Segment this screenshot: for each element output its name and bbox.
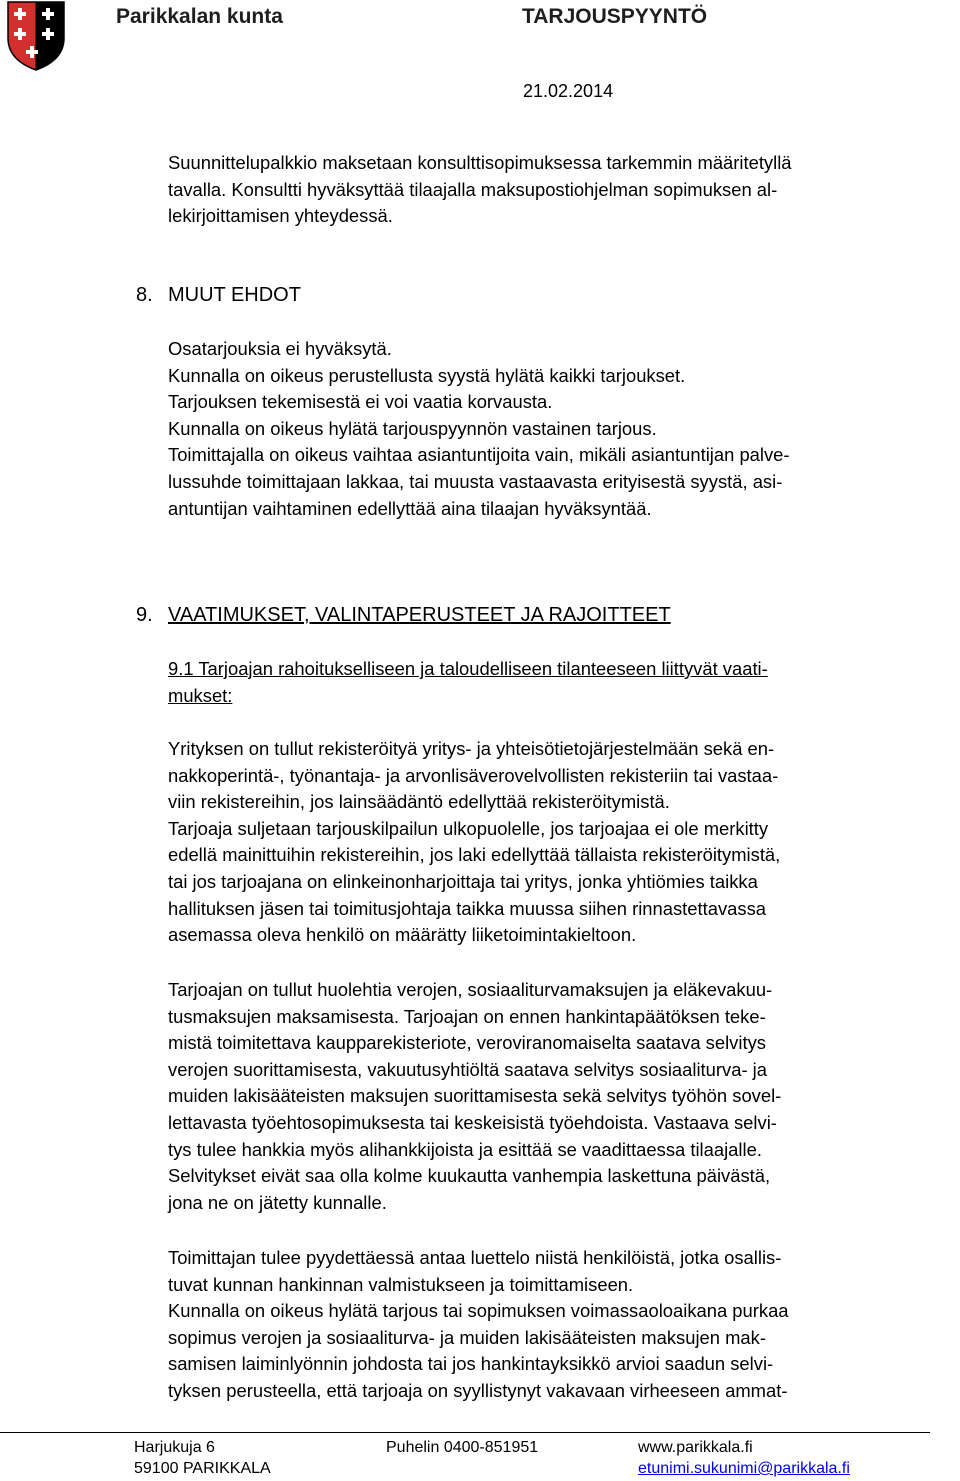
section-9-paragraph-1	[168, 736, 960, 949]
text-line: tyksen perusteella, että tarjoaja on syyllistynyt vakavaan virheeseen ammat-	[168, 1379, 788, 1401]
text-line: Tarjoajan on tullut huolehtia verojen, sosiaaliturvamaksujen ja eläkevakuu-	[168, 979, 773, 1000]
organization-name: Parikkalan kunta	[116, 5, 283, 28]
section-9-paragraph-2	[168, 977, 960, 1216]
text-line: Suunnittelupalkkio maksetaan konsulttisopimuksessa tarkemmin määritetyllä	[168, 152, 792, 173]
text-line: lekirjoittamisen yhteydessä.	[168, 205, 393, 227]
document-type: TARJOUSPYYNTÖ	[522, 5, 708, 28]
text-line: tuvat kunnan hankinnan valmistukseen ja toimittamiseen.	[168, 1273, 634, 1295]
text-line: Osatarjouksia ei hyväksytä.	[168, 338, 392, 359]
footer-contact	[638, 1437, 850, 1479]
text-line: tys tulee hankkia myös alihankkijoista ja esittää se vaadittaessa tilaajalle.	[168, 1138, 762, 1160]
text-line: Tarjouksen tekemisestä ei voi vaatia korvausta.	[168, 391, 553, 413]
text-line: lettavasta työehtosopimuksesta tai keskeisistä työehdoista. Vastaava selvi-	[168, 1111, 777, 1133]
footer-phone: Puhelin 0400-851951	[386, 1439, 539, 1456]
text-line: nakkoperintä-, työnantaja- ja arvonlisäverovelvollisten rekisteriin tai vastaa-	[168, 764, 779, 786]
text-line: lussuhde toimittajaan lakkaa, tai muusta vastaavasta erityisestä syystä, asi-	[168, 470, 783, 492]
text-line: Kunnalla on oikeus perustellusta syystä hylätä kaikki tarjoukset.	[168, 364, 686, 386]
text-line: sopimus verojen ja sosiaaliturva- ja muiden lakisääteisten maksujen mak-	[168, 1326, 766, 1348]
text-line: tusmaksujen maksamisesta. Tarjoajan on ennen hankintapäätöksen teke-	[168, 1005, 766, 1027]
footer-address	[134, 1437, 271, 1479]
text-line: asemassa oleva henkilö on määrätty liiketoimintakieltoon.	[168, 924, 637, 946]
text-line: Tarjoaja suljetaan tarjouskilpailun ulkopuolelle, jos tarjoajaa ei ole merkitty	[168, 817, 769, 839]
section-8-heading	[136, 282, 301, 308]
text-line: Toimittajan tulee pyydettäessä antaa luettelo niistä henkilöistä, jotka osallis-	[168, 1247, 782, 1268]
text-line: viin rekistereihin, jos lainsäädäntö edellyttää rekisteröitymistä.	[168, 791, 670, 813]
text-line: Toimittajalla on oikeus vaihtaa asiantuntijoita vain, mikäli asiantuntijan palve-	[168, 444, 790, 466]
text-line: muiden lakisääteisten maksujen suorittamisesta sekä selvitys työhön sovel-	[168, 1085, 782, 1107]
section-9-heading	[136, 602, 671, 628]
text-line: samisen laiminlyönnin johdosta tai jos hankintayksikkö arvioi saadun selvi-	[168, 1353, 774, 1375]
address-postal: 59100 PARIKKALA	[134, 1460, 271, 1477]
document-date: 21.02.2014	[523, 81, 614, 101]
text-line: antuntijan vaihtaminen edellyttää aina tilaajan hyväksyntää.	[168, 497, 652, 519]
municipality-crest-logo	[0, 0, 72, 72]
website-link[interactable]: www.parikkala.fi	[638, 1439, 753, 1456]
email-link[interactable]: etunimi.sukunimi@parikkala.fi	[638, 1460, 850, 1477]
text-line: edellä mainittuihin rekistereihin, jos laki edellyttää tällaista rekisteröitymistä,	[168, 844, 781, 866]
section-number: 8.	[136, 284, 153, 306]
text-line: 9.1 Tarjoajan rahoitukselliseen ja taloudelliseen tilanteeseen liittyvät vaati-	[168, 658, 768, 679]
intro-paragraph	[168, 150, 960, 230]
text-line: verojen suorittamisesta, vakuutusyhtiöltä saatava selvitys sosiaaliturva- ja	[168, 1058, 767, 1080]
text-line: Kunnalla on oikeus hylätä tarjouspyynnön vastainen tarjous.	[168, 417, 657, 439]
text-line: Selvitykset eivät saa olla kolme kuukautta vanhempia laskettuna päivästä,	[168, 1165, 771, 1187]
subsection-9-1-heading	[168, 656, 768, 709]
section-9-paragraph-3	[168, 1245, 960, 1405]
text-line: mistä toimitettava kaupparekisteriote, veroviranomaiselta saatava selvitys	[168, 1032, 766, 1054]
text-line: tavalla. Konsultti hyväksyttää tilaajalla maksupostiohjelman sopimuksen al-	[168, 178, 778, 200]
address-street: Harjukuja 6	[134, 1439, 215, 1456]
footer-divider	[0, 1432, 930, 1433]
text-line: tai jos tarjoajana on elinkeinonharjoittaja tai yritys, jonka yhtiömies taikka	[168, 870, 758, 892]
text-line: mukset:	[168, 684, 233, 706]
text-line: jona ne on jätetty kunnalle.	[168, 1191, 387, 1213]
text-line: hallituksen jäsen tai toimitusjohtaja taikka muussa siihen rinnastettavassa	[168, 897, 767, 919]
section-number: 9.	[136, 604, 153, 626]
text-line: Yrityksen on tullut rekisteröityä yritys- ja yhteisötietojärjestelmään sekä en-	[168, 738, 775, 759]
text-line: Kunnalla on oikeus hylätä tarjous tai sopimuksen voimassaoloaikana purkaa	[168, 1300, 789, 1322]
section-title: VAATIMUKSET, VALINTAPERUSTEET JA RAJOITTEET	[168, 604, 671, 626]
section-title: MUUT EHDOT	[168, 284, 301, 306]
section-8-body	[168, 336, 960, 522]
